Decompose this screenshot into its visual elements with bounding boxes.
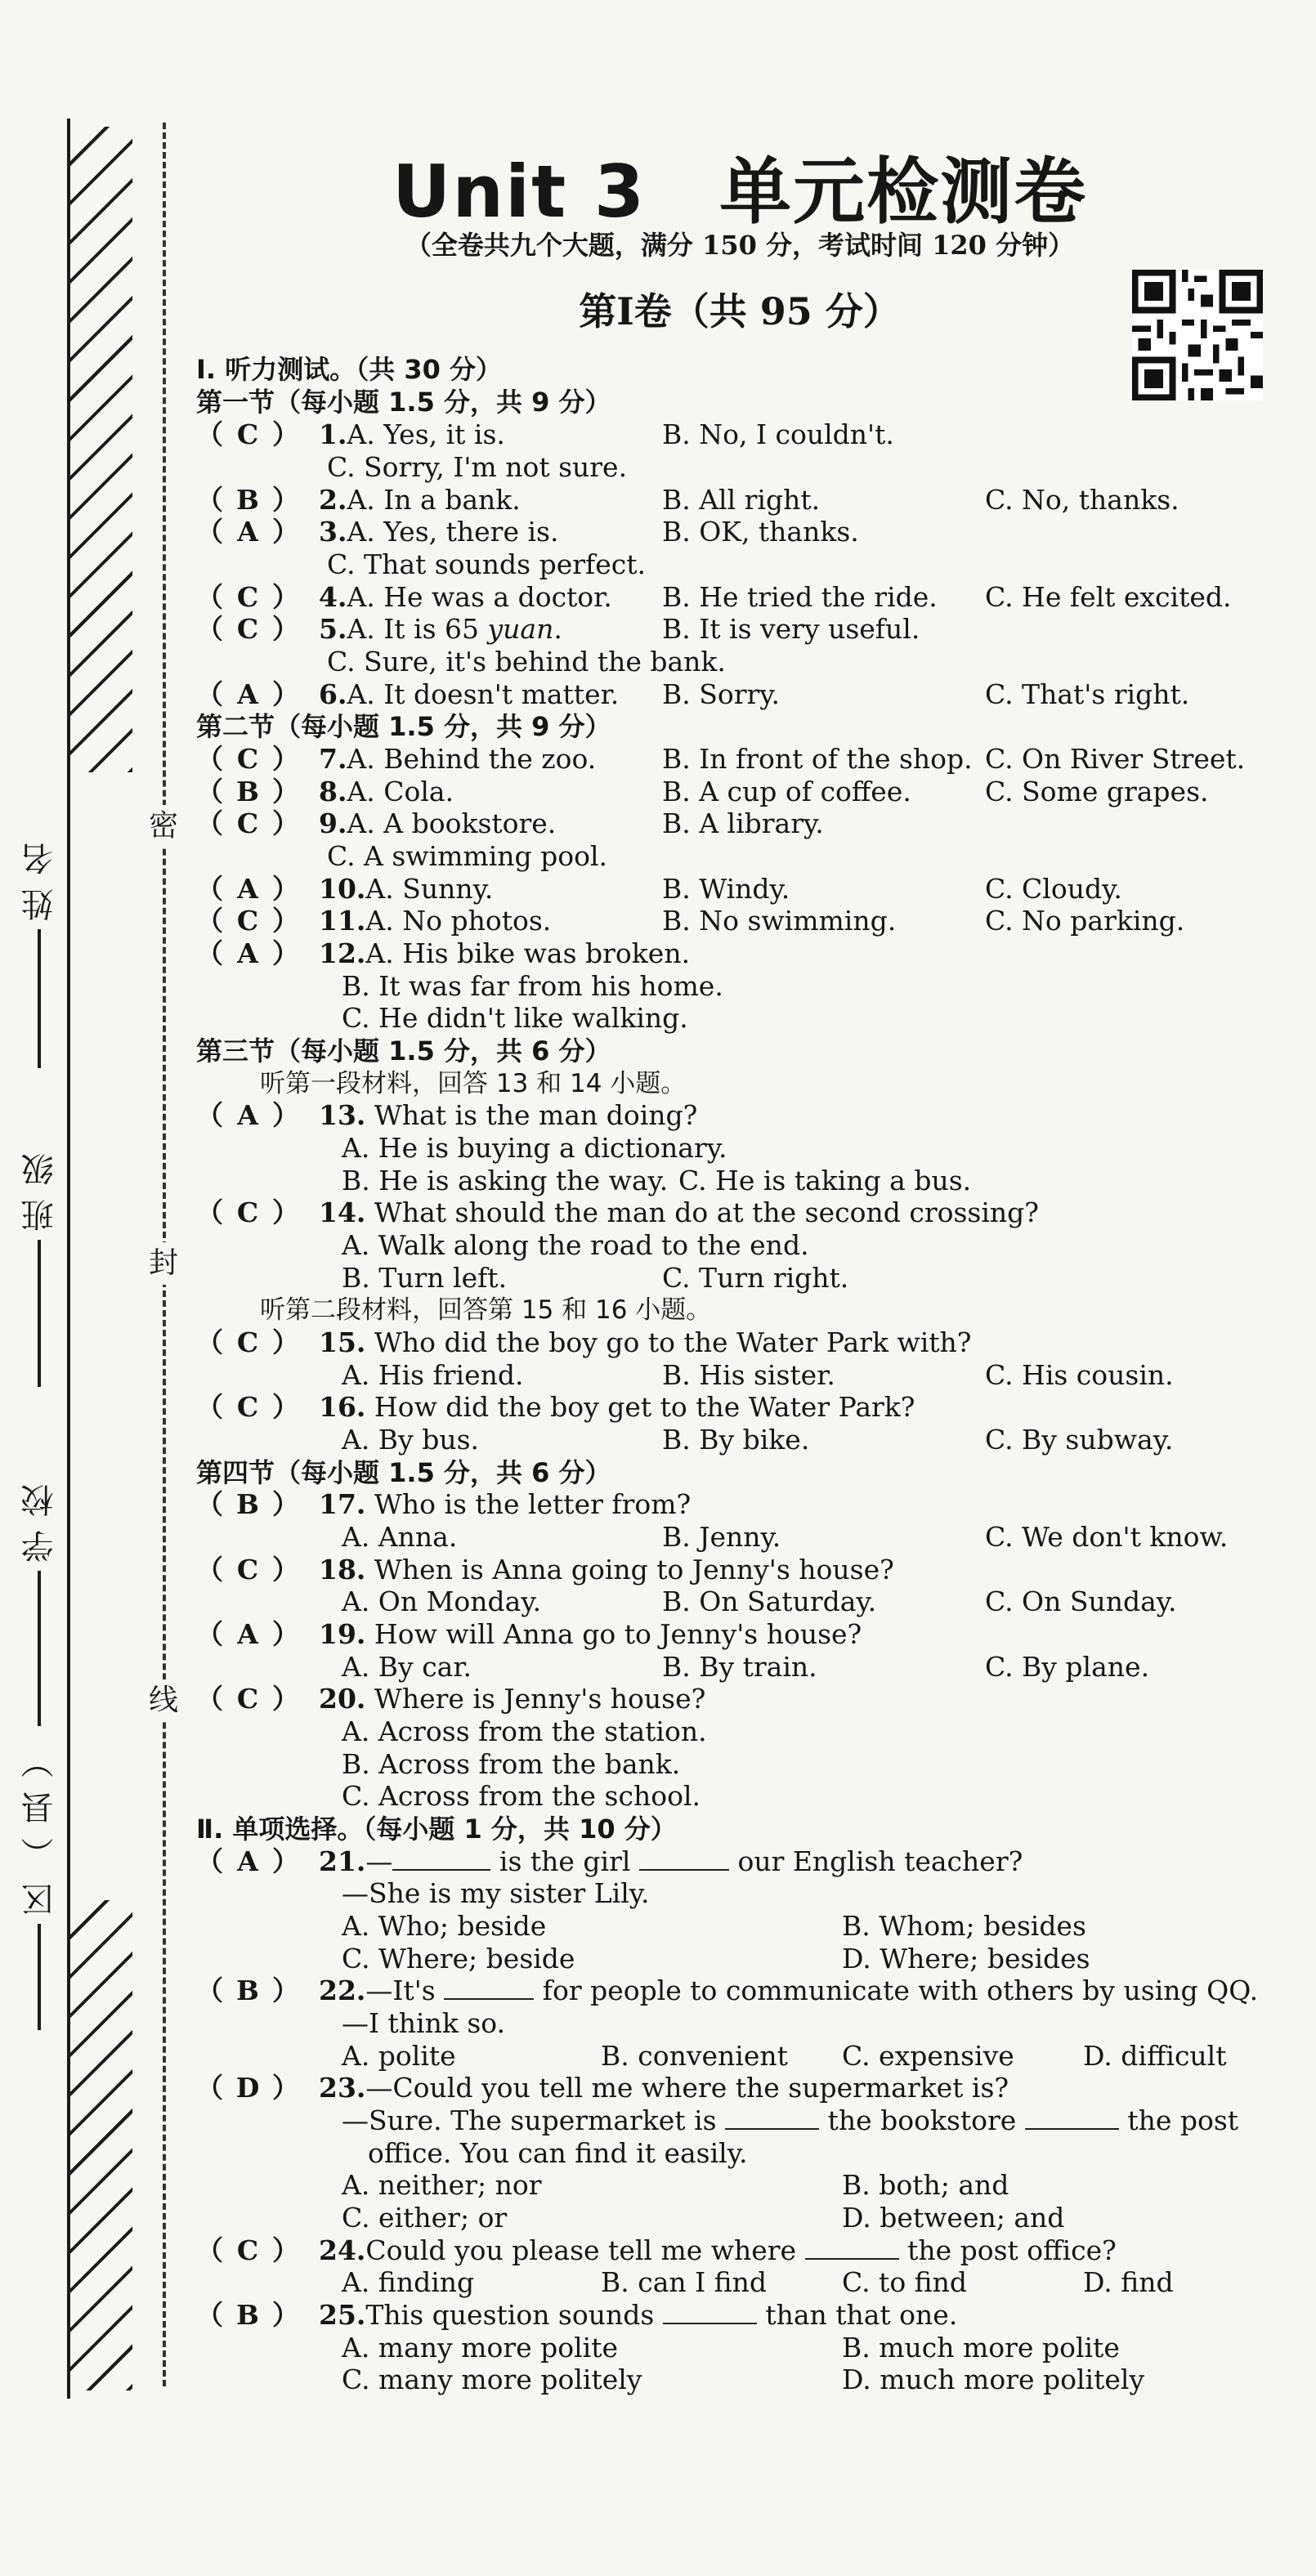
q24-option-c: C. to find — [842, 2266, 968, 2298]
question-6: （ A ） 6.A. It doesn't matter. — [196, 678, 620, 710]
sub-2-heading: 第二节（每小题 1.5 分，共 9 分） — [196, 711, 611, 742]
q16-option-a: A. By bus. — [342, 1424, 479, 1456]
sub-4-heading: 第四节（每小题 1.5 分，共 6 分） — [196, 1457, 611, 1488]
q24-option-d: D. find — [1083, 2266, 1174, 2298]
q21-reply: —She is my sister Lily. — [342, 1877, 650, 1909]
school-label: 学校 — [20, 1471, 59, 1563]
q18-option-c: C. On Sunday. — [985, 1585, 1177, 1617]
q16-option-b: B. By bike. — [662, 1424, 810, 1456]
seal-char-xian: 线 — [142, 1679, 185, 1722]
question-14: （ C ） 14. What should the man do at the second crossing? — [196, 1196, 1039, 1228]
question-10: （ A ） 10.A. Sunny. — [196, 873, 494, 905]
q1-option-b: B. No, I couldn't. — [662, 418, 894, 450]
q20-option-c: C. Across from the school. — [342, 1780, 701, 1812]
question-20: （ C ） 20. Where is Jenny's house? — [196, 1683, 706, 1715]
q25-option-b: B. much more polite — [842, 2332, 1120, 2364]
q3-option-c: C. That sounds perfect. — [327, 548, 647, 580]
question-12: （ A ） 12.A. His bike was broken. — [196, 937, 691, 969]
q15-option-a: A. His friend. — [342, 1359, 524, 1391]
part-heading: 第Ⅰ卷（共 95 分） — [579, 289, 901, 333]
section-listening-heading: Ⅰ. 听力测试。（共 30 分） — [196, 354, 503, 385]
question-4: （ C ） 4.A. He was a doctor. — [196, 581, 612, 613]
q17-option-c: C. We don't know. — [985, 1521, 1229, 1553]
q16-option-c: C. By subway. — [985, 1424, 1174, 1456]
q12-option-b: B. It was far from his home. — [342, 970, 723, 1002]
question-18: （ C ） 18. When is Anna going to Jenny's house? — [196, 1554, 894, 1585]
question-13: （ A ） 13. What is the man doing? — [196, 1099, 698, 1131]
q3-option-b: B. OK, thanks. — [662, 516, 859, 548]
q23-option-b: B. both; and — [842, 2169, 1009, 2201]
q14-option-c: C. Turn right. — [662, 1262, 849, 1294]
q20-option-b: B. Across from the bank. — [342, 1748, 681, 1780]
q2-option-b: B. All right. — [662, 484, 821, 516]
district-field[interactable] — [15, 1733, 64, 2030]
q13-option-a: A. He is buying a dictionary. — [342, 1132, 727, 1164]
q22-option-c: C. expensive — [842, 2040, 1014, 2072]
blank[interactable] — [1025, 2105, 1119, 2130]
question-5: （ C ） 5.A. It is 65 yuan. — [196, 613, 562, 645]
q12-option-c: C. He didn't like walking. — [342, 1002, 688, 1034]
seal-char-mi: 密 — [142, 805, 185, 847]
q1-option-c: C. Sorry, I'm not sure. — [327, 451, 628, 483]
q10-option-b: B. Windy. — [662, 873, 790, 905]
q7-option-c: C. On River Street. — [985, 743, 1246, 775]
q19-option-b: B. By train. — [662, 1651, 817, 1683]
q18-option-a: A. On Monday. — [342, 1585, 542, 1617]
blank[interactable] — [725, 2105, 819, 2130]
q14-option-b: B. Turn left. — [342, 1262, 508, 1294]
q4-option-b: B. He tried the ride. — [662, 581, 938, 613]
hatch-top — [67, 127, 132, 772]
question-25: （ B ） 25.This question sounds than that one. — [196, 2299, 958, 2331]
q13-option-b: B. He is asking the way. — [342, 1165, 669, 1196]
q23-reply-cont: office. You can find it easily. — [368, 2137, 748, 2169]
q25-option-d: D. much more politely — [842, 2364, 1145, 2395]
q21-option-b: B. Whom; besides — [842, 1910, 1086, 1942]
passage-1-instruction: 听第一段材料，回答 13 和 14 小题。 — [260, 1069, 687, 1098]
section-single-choice-heading: Ⅱ. 单项选择。（每小题 1 分，共 10 分） — [196, 1813, 677, 1845]
q17-option-b: B. Jenny. — [662, 1521, 781, 1553]
question-9: （ C ） 9.A. A bookstore. — [196, 807, 557, 839]
q19-option-a: A. By car. — [342, 1651, 472, 1683]
class-label: 班级 — [20, 1140, 59, 1232]
q10-option-c: C. Cloudy. — [985, 873, 1122, 905]
name-field[interactable] — [15, 830, 64, 1068]
question-24: （ C ） 24.Could you please tell me where the post office? — [196, 2234, 1117, 2266]
question-2: （ B ） 2.A. In a bank. — [196, 484, 521, 516]
q22-option-d: D. difficult — [1083, 2040, 1227, 2072]
qr-code-icon[interactable] — [1132, 270, 1263, 400]
blank[interactable] — [805, 2235, 899, 2260]
sub-1-heading: 第一节（每小题 1.5 分，共 9 分） — [196, 387, 611, 418]
question-23: （ D ） 23.—Could you tell me where the supermarket is? — [196, 2072, 1009, 2104]
q23-reply-line: —Sure. The supermarket is the bookstore the post — [342, 2104, 1239, 2136]
q5-option-c: C. Sure, it's behind the bank. — [327, 646, 726, 678]
question-1: （ C ） 1.A. Yes, it is. — [196, 418, 505, 450]
question-7: （ C ） 7.A. Behind the zoo. — [196, 743, 597, 775]
q2-option-c: C. No, thanks. — [985, 484, 1179, 516]
question-16: （ C ） 16. How did the boy get to the Water Park? — [196, 1391, 915, 1423]
name-label: 姓名 — [20, 830, 59, 921]
q4-option-c: C. He felt excited. — [985, 581, 1232, 613]
q25-option-a: A. many more polite — [342, 2332, 619, 2364]
exam-info: （全卷共九个大题，满分 150 分，考试时间 120 分钟） — [405, 230, 1075, 261]
q9-option-c: C. A swimming pool. — [327, 840, 608, 872]
page-title: Unit 3 单元检测卷 — [392, 150, 1088, 234]
q6-option-b: B. Sorry. — [662, 678, 781, 710]
q20-option-a: A. Across from the station. — [342, 1715, 707, 1747]
question-8: （ B ） 8.A. Cola. — [196, 776, 454, 807]
q8-option-c: C. Some grapes. — [985, 776, 1209, 807]
q7-option-b: B. In front of the shop. — [662, 743, 973, 775]
q18-option-b: B. On Saturday. — [662, 1585, 877, 1617]
school-field[interactable] — [15, 1471, 64, 1726]
q21-option-a: A. Who; beside — [342, 1910, 547, 1942]
q24-option-b: B. can I find — [601, 2266, 768, 2298]
q21-option-c: C. Where; beside — [342, 1943, 575, 1974]
q15-option-b: B. His sister. — [662, 1359, 835, 1391]
q21-option-d: D. Where; besides — [842, 1943, 1090, 1974]
question-21: （ A ） 21.— is the girl our English teacher? — [196, 1845, 1023, 1877]
seal-char-feng: 封 — [142, 1242, 185, 1285]
blank[interactable] — [392, 1846, 490, 1871]
q22-option-b: B. convenient — [601, 2040, 788, 2072]
sub-3-heading: 第三节（每小题 1.5 分，共 6 分） — [196, 1035, 611, 1067]
q11-option-b: B. No swimming. — [662, 905, 897, 937]
hatch-bottom — [67, 1900, 132, 2390]
question-22: （ B ） 22.—It's for people to communicate with others by using QQ. — [196, 1974, 1259, 2006]
q24-option-a: A. finding — [342, 2266, 475, 2298]
q8-option-b: B. A cup of coffee. — [662, 776, 911, 807]
q23-option-c: C. either; or — [342, 2202, 508, 2234]
q17-option-a: A. Anna. — [342, 1521, 458, 1553]
q6-option-c: C. That's right. — [985, 678, 1190, 710]
district-label: 区（县） — [20, 1733, 59, 1916]
question-11: （ C ） 11.A. No photos. — [196, 905, 552, 937]
q14-option-a: A. Walk along the road to the end. — [342, 1229, 809, 1261]
q9-option-b: B. A library. — [662, 807, 824, 839]
q22-reply: —I think so. — [342, 2007, 506, 2039]
q13-option-c: C. He is taking a bus. — [678, 1165, 972, 1196]
question-3: （ A ） 3.A. Yes, there is. — [196, 516, 559, 548]
question-19: （ A ） 19. How will Anna go to Jenny's house? — [196, 1618, 862, 1650]
class-field[interactable] — [15, 1140, 64, 1387]
q11-option-c: C. No parking. — [985, 905, 1185, 937]
q23-option-a: A. neither; nor — [342, 2169, 542, 2201]
q15-option-c: C. His cousin. — [985, 1359, 1174, 1391]
question-17: （ B ） 17. Who is the letter from? — [196, 1488, 692, 1520]
q19-option-c: C. By plane. — [985, 1651, 1150, 1683]
question-15: （ C ） 15. Who did the boy go to the Water Park with? — [196, 1326, 972, 1358]
blank[interactable] — [663, 2300, 757, 2324]
blank[interactable] — [444, 1975, 534, 2000]
q5-option-b: B. It is very useful. — [662, 613, 920, 645]
blank[interactable] — [639, 1846, 729, 1871]
q22-option-a: A. polite — [342, 2040, 456, 2072]
passage-2-instruction: 听第二段材料，回答第 15 和 16 小题。 — [260, 1295, 712, 1325]
q23-option-d: D. between; and — [842, 2202, 1065, 2234]
q25-option-c: C. many more politely — [342, 2364, 642, 2395]
